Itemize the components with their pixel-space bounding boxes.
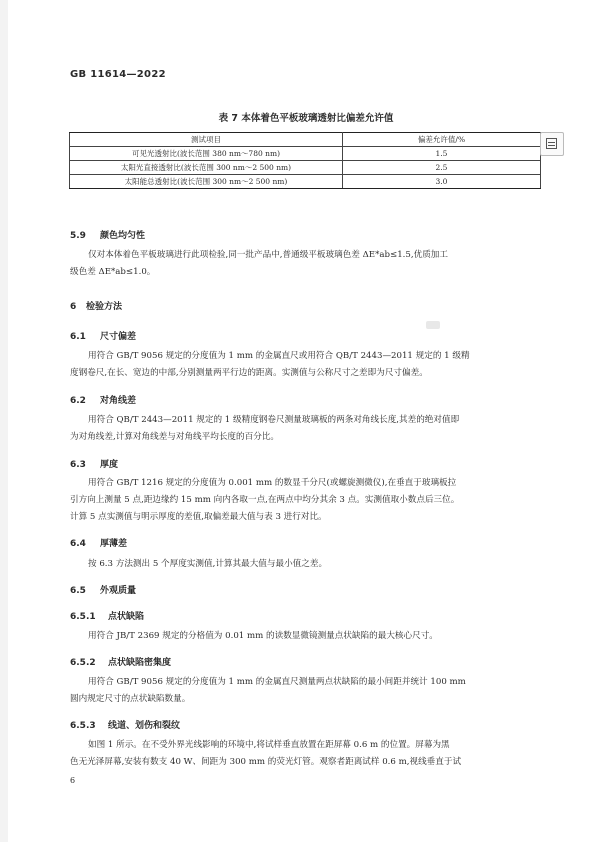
text-line: 仅对本体着色平板玻璃进行此项检验,同一批产品中,普通级平板玻璃色差 ΔE*ab≤1.5,优质加工: [88, 250, 448, 260]
document-page: [8, 0, 604, 842]
paragraph: [70, 556, 548, 573]
table-header-cell: 测试项目: [70, 133, 343, 147]
section-number: 5.9: [70, 231, 86, 241]
section-heading: [70, 329, 136, 342]
section-heading: [70, 609, 144, 622]
text-line: 计算 5 点实测值与明示厚度的差值,取偏差最大值与表 3 进行对比。: [70, 512, 327, 522]
paragraph: [70, 475, 548, 526]
section-number: 6.5: [70, 586, 86, 596]
table-cell: 可见光透射比(波长范围 380 nm～780 nm): [70, 147, 343, 161]
section-heading: [70, 228, 145, 241]
paragraph: [70, 247, 548, 281]
watermark-logo: [426, 321, 440, 329]
text-line: 色无光泽屏幕,安装有数支 40 W、间距为 300 mm 的荧光灯管。观察者距离试样 0.6 m,视线垂直于试: [70, 757, 462, 767]
section-heading: [70, 536, 127, 549]
section-number: 6.1: [70, 332, 86, 342]
text-line: 用符合 QB/T 2443—2011 规定的 1 级精度钢卷尺测量玻璃板的两条对角线长度,其差的绝对值即: [88, 415, 460, 425]
table-view-button[interactable]: [540, 132, 564, 156]
section-heading: [70, 393, 136, 406]
table-row: [70, 161, 541, 175]
section-number: 6.5.1: [70, 612, 96, 622]
text-line: 用符合 GB/T 1216 规定的分度值为 0.001 mm 的数显千分尺(或螺旋测微仪),在垂直于玻璃板拉: [88, 478, 457, 488]
table-header-row: [70, 133, 541, 147]
table-cell: 太阳光直接透射比(波长范围 300 nm～2 500 nm): [70, 161, 343, 175]
section-heading: [70, 718, 180, 731]
text-line: 用符合 GB/T 9056 规定的分度值为 1 mm 的金属直尺或用符合 QB/T 2443—2011 规定的 1 级精: [88, 351, 470, 361]
tolerance-table: [69, 132, 541, 189]
section-number: 6.5.3: [70, 721, 96, 731]
text-line: 如图 1 所示。在不受外界光线影响的环境中,将试样垂直放置在距屏幕 0.6 m 的位置。屏幕为黑: [88, 740, 450, 750]
table-caption: 表 7 本体着色平板玻璃透射比偏差允许值: [218, 113, 394, 124]
text-line: 用符合 GB/T 9056 规定的分度值为 1 mm 的金属直尺测量两点状缺陷的最小间距并统计 100 mm: [88, 677, 466, 687]
section-title: 厚度: [100, 460, 119, 470]
section-title: 对角线差: [100, 396, 137, 406]
section-title: 尺寸偏差: [100, 332, 137, 342]
table-row: [70, 175, 541, 189]
section-heading: [70, 583, 136, 596]
section-title: 点状缺陷密集度: [108, 658, 172, 668]
document-id: GB 11614—2022: [70, 69, 166, 80]
section-title: 点状缺陷: [108, 612, 145, 622]
text-line: 用符合 JB/T 2369 规定的分格值为 0.01 mm 的读数显微镜测量点状缺陷的最大核心尺寸。: [88, 631, 438, 641]
section-title: 检验方法: [86, 302, 123, 312]
section-number: 6.4: [70, 539, 86, 549]
section-number: 6.2: [70, 396, 86, 406]
table-cell: 2.5: [343, 161, 541, 175]
section-number: 6: [70, 302, 77, 312]
table-cell: 3.0: [343, 175, 541, 189]
paragraph: [70, 348, 548, 382]
table-header-cell: 偏差允许值/%: [343, 133, 541, 147]
paragraph: [70, 412, 548, 446]
section-number: 6.3: [70, 460, 86, 470]
section-heading: [70, 457, 118, 470]
text-line: 圆内规定尺寸的点状缺陷数量。: [70, 694, 191, 704]
paragraph: [70, 737, 548, 771]
page-number: 6: [70, 776, 76, 785]
section-heading: [70, 655, 171, 668]
chapter-heading: [70, 299, 122, 312]
section-title: 颜色均匀性: [100, 231, 146, 241]
section-title: 线道、划伤和裂纹: [108, 721, 181, 731]
paragraph: [70, 628, 548, 645]
table-icon: [546, 138, 557, 149]
table-cell: 1.5: [343, 147, 541, 161]
table-row: [70, 147, 541, 161]
text-line: 级色差 ΔE*ab≤1.0。: [70, 267, 156, 277]
text-line: 引方向上测量 5 点,距边缘约 15 mm 向内各取一点,在两点中均分其余 3 点。实测值取小数点后三位。: [70, 495, 460, 505]
text-line: 为对角线差,计算对角线差与对角线平均长度的百分比。: [70, 432, 279, 442]
section-number: 6.5.2: [70, 658, 96, 668]
text-line: 度钢卷尺,在长、宽边的中部,分别测量两平行边的距离。实测值与公称尺寸之差即为尺寸偏差。: [70, 368, 428, 378]
paragraph: [70, 674, 548, 708]
section-title: 厚薄差: [100, 539, 128, 549]
section-title: 外观质量: [100, 586, 137, 596]
text-line: 按 6.3 方法测出 5 个厚度实测值,计算其最大值与最小值之差。: [88, 559, 328, 569]
table-cell: 太阳能总透射比(波长范围 300 nm～2 500 nm): [70, 175, 343, 189]
